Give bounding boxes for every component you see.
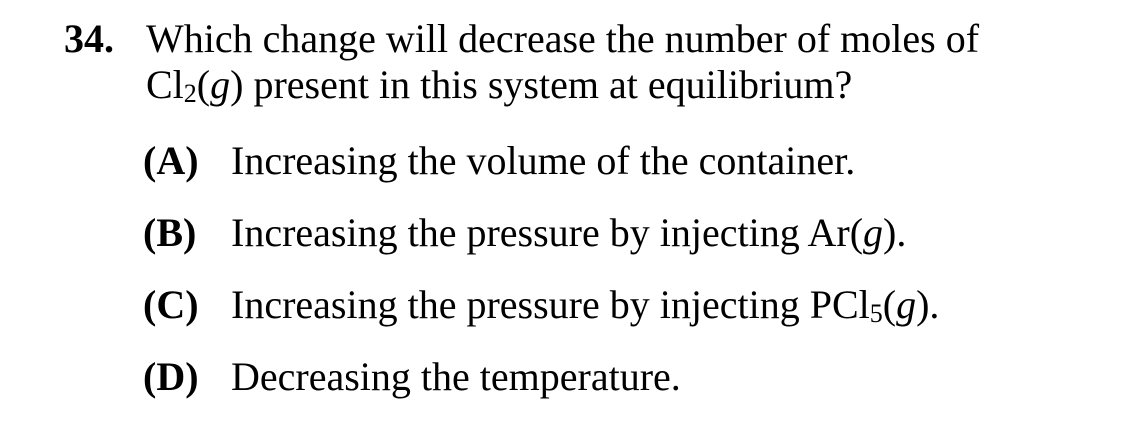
choice-d-letter: (D)	[143, 354, 199, 399]
question-line-1	[64, 16, 1124, 62]
choice-d-text: Decreasing the temperature.	[231, 354, 681, 399]
question-number: 34.	[64, 16, 114, 61]
phase-open-paren: (	[196, 62, 211, 107]
phase-close-paren: )	[230, 62, 244, 107]
question-stem-line-2: present in this system at equilibrium?	[243, 62, 853, 107]
choice-a-letter: (A)	[143, 138, 199, 183]
choice-c-text-before: Increasing the pressure by injecting PCl	[231, 282, 870, 327]
choice-b-text-after: ).	[883, 210, 907, 255]
question-stem-line-1: Which change will decrease the number of moles of	[146, 16, 980, 61]
choice-d[interactable]	[143, 354, 939, 426]
choice-c-subscript: 5	[869, 299, 883, 328]
answer-choices	[143, 138, 939, 426]
choice-c-phase: g	[896, 282, 917, 327]
choice-c-letter: (C)	[143, 282, 199, 327]
choice-b[interactable]	[143, 210, 939, 282]
choice-b-phase: g	[863, 210, 884, 255]
chlorine-subscript: 2	[183, 79, 197, 108]
chlorine-species: Cl	[146, 62, 184, 107]
choice-c-paren-open: (	[882, 282, 897, 327]
choice-a-text: Increasing the volume of the container.	[231, 138, 856, 183]
phase-label: g	[210, 62, 231, 107]
question-line-2	[64, 62, 1124, 108]
choice-c[interactable]	[143, 282, 939, 354]
choice-c-text-after: ).	[916, 282, 940, 327]
question	[64, 16, 1124, 108]
choice-b-letter: (B)	[143, 210, 197, 255]
choice-a[interactable]	[143, 138, 939, 210]
choice-b-text-before: Increasing the pressure by injecting Ar(	[231, 210, 864, 255]
